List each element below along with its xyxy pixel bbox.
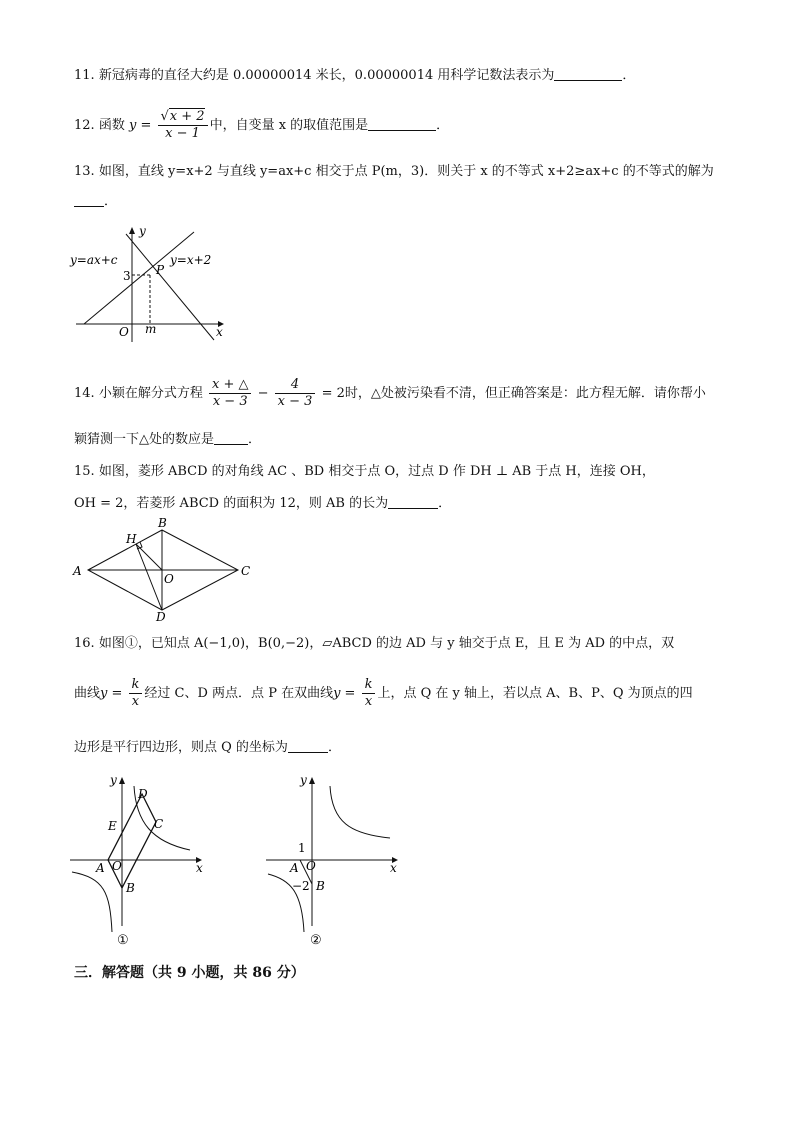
fraction-numerator: 4	[275, 377, 316, 394]
sqrt-radicand: x + 2	[169, 109, 205, 124]
label-x: x	[390, 861, 397, 875]
y-axis-arrow	[309, 777, 315, 784]
question-14	[74, 374, 706, 414]
question-text: 颖猜测一下△处的数应是	[74, 432, 214, 447]
answer-blank[interactable]	[368, 116, 436, 131]
question-text: 如图①，已知点 A(−1,0)，B(0,−2)，▱ABCD 的边 AD 与 y 轴交于点 E，且 E 为 AD 的中点，双	[98, 636, 675, 651]
fraction-1	[209, 377, 252, 410]
question-end: ．	[436, 118, 450, 133]
question-13-answer-line	[74, 192, 117, 212]
label-point-p: P	[156, 263, 165, 277]
question-16-line-3	[74, 738, 341, 758]
answer-blank[interactable]	[214, 430, 248, 445]
question-13	[74, 162, 714, 182]
fraction-denominator: x − 3	[212, 394, 248, 409]
question-16-line-2	[74, 674, 693, 714]
equation-rhs: = 2	[321, 386, 345, 401]
label-a: A	[96, 861, 105, 875]
question-15	[74, 462, 655, 482]
function-lhs: y =	[128, 118, 152, 133]
label-e: E	[108, 819, 117, 833]
fraction-denominator: x − 3	[277, 394, 313, 409]
label-y: y	[110, 773, 117, 787]
question-number: 15.	[74, 464, 95, 479]
q13-figure	[66, 222, 236, 347]
function-lhs: y =	[100, 686, 123, 701]
q16-figure-2	[262, 772, 412, 950]
label-y: y	[300, 773, 307, 787]
q16-figure-1	[64, 772, 214, 950]
segment-dh	[136, 544, 162, 610]
label-tick-3: 3	[123, 269, 131, 283]
fraction-numerator: x + △	[209, 377, 252, 394]
question-number: 14.	[74, 386, 95, 401]
answer-blank[interactable]	[288, 738, 328, 753]
question-text: 曲线	[74, 686, 101, 701]
question-number: 16.	[74, 636, 95, 651]
question-text: 小颖在解分式方程	[98, 386, 203, 401]
hyperbola-fraction	[129, 677, 143, 710]
label-c: C	[241, 564, 251, 578]
label-h: H	[126, 532, 137, 546]
label-tick-m: m	[145, 322, 157, 336]
question-16	[74, 634, 674, 654]
question-end: ．	[622, 68, 636, 83]
label-tick-1: 1	[298, 841, 306, 855]
figure-caption: ①	[117, 933, 129, 948]
label-d: D	[156, 610, 166, 624]
label-d: D	[138, 787, 148, 801]
question-text: 新冠病毒的直径大约是 0.00000014 米长，0.00000014 用科学记数法表示为	[98, 68, 555, 83]
question-text: 如图，菱形 ABCD 的对角线 AC 、BD 相交于点 O，过点 D 作 DH ⊥ AB 于点 H，连接 OH，	[98, 464, 655, 479]
label-c: C	[154, 817, 164, 831]
hyperbola-branch-3	[72, 872, 112, 932]
label-b: B	[316, 879, 325, 893]
y-axis-arrow	[119, 777, 125, 784]
question-end: ．	[327, 740, 341, 755]
question-15-line-2	[74, 494, 451, 514]
figure-caption: ②	[310, 933, 322, 948]
line-y-x-plus-2	[84, 232, 194, 324]
question-text: 上，点 Q 在 y 轴上，若以点 A、B、P、Q 为顶点的四	[377, 686, 693, 701]
label-x: x	[196, 861, 203, 875]
question-number: 12.	[74, 118, 95, 133]
question-number: 11.	[74, 68, 95, 83]
answer-blank[interactable]	[74, 192, 104, 207]
fraction-denominator: x	[364, 694, 373, 709]
label-y-x-plus-2: y=x+2	[170, 253, 212, 267]
fraction-denominator: x	[131, 694, 140, 709]
label-a: A	[290, 861, 299, 875]
answer-blank[interactable]	[554, 66, 622, 81]
function-fraction: $\frac{√x + 2}{x - 1}$	[158, 109, 208, 142]
label-a: A	[73, 564, 82, 578]
fraction-numerator: k	[362, 677, 376, 694]
question-11	[74, 66, 635, 86]
question-text: 经过 C、D 两点．点 P 在双曲线	[144, 686, 334, 701]
answer-blank[interactable]	[388, 494, 438, 509]
question-text: 边形是平行四边形，则点 Q 的坐标为	[74, 740, 288, 755]
question-end: ．	[438, 496, 452, 511]
question-text: 中，自变量 x 的取值范围是	[209, 118, 369, 133]
question-end: ．	[248, 432, 262, 447]
q15-figure	[70, 516, 260, 624]
parallelogram-abcd	[108, 794, 156, 888]
hyperbola-fraction	[362, 677, 376, 710]
question-end: ．	[104, 194, 118, 209]
fraction-2	[275, 377, 316, 410]
question-text: 如图，直线 y=x+2 与直线 y=ax+c 相交于点 P(m，3)．则关于 x 的不等式 x+2≥ax+c 的不等式的解为	[98, 164, 714, 179]
label-y-axis: y	[139, 224, 146, 238]
label-o: O	[112, 859, 122, 873]
question-text: 函数	[98, 118, 125, 133]
question-text: OH = 2，若菱形 ABCD 的面积为 12，则 AB 的长为	[74, 496, 389, 511]
label-o: O	[164, 572, 174, 586]
question-text: 时，△处被污染看不清，但正确答案是：此方程无解．请你帮小	[344, 386, 706, 401]
label-b: B	[126, 881, 135, 895]
label-x-axis: x	[216, 325, 223, 339]
minus-sign: −	[257, 386, 269, 401]
question-number: 13.	[74, 164, 95, 179]
fraction-numerator: k	[129, 677, 143, 694]
label-y-ax-plus-c: y=ax+c	[70, 253, 118, 267]
hyperbola-branch-1	[330, 786, 390, 838]
label-tick-neg-2: −2	[292, 879, 310, 893]
question-12	[74, 106, 449, 146]
label-origin: O	[119, 325, 129, 339]
label-o: O	[306, 859, 316, 873]
function-lhs: y =	[333, 686, 356, 701]
fraction-denominator: x − 1	[165, 126, 200, 141]
section-heading: 三．解答题（共 9 小题，共 86 分）	[74, 965, 305, 981]
y-axis-arrow	[129, 227, 135, 234]
question-14-line-2	[74, 430, 261, 450]
label-b: B	[158, 516, 167, 530]
